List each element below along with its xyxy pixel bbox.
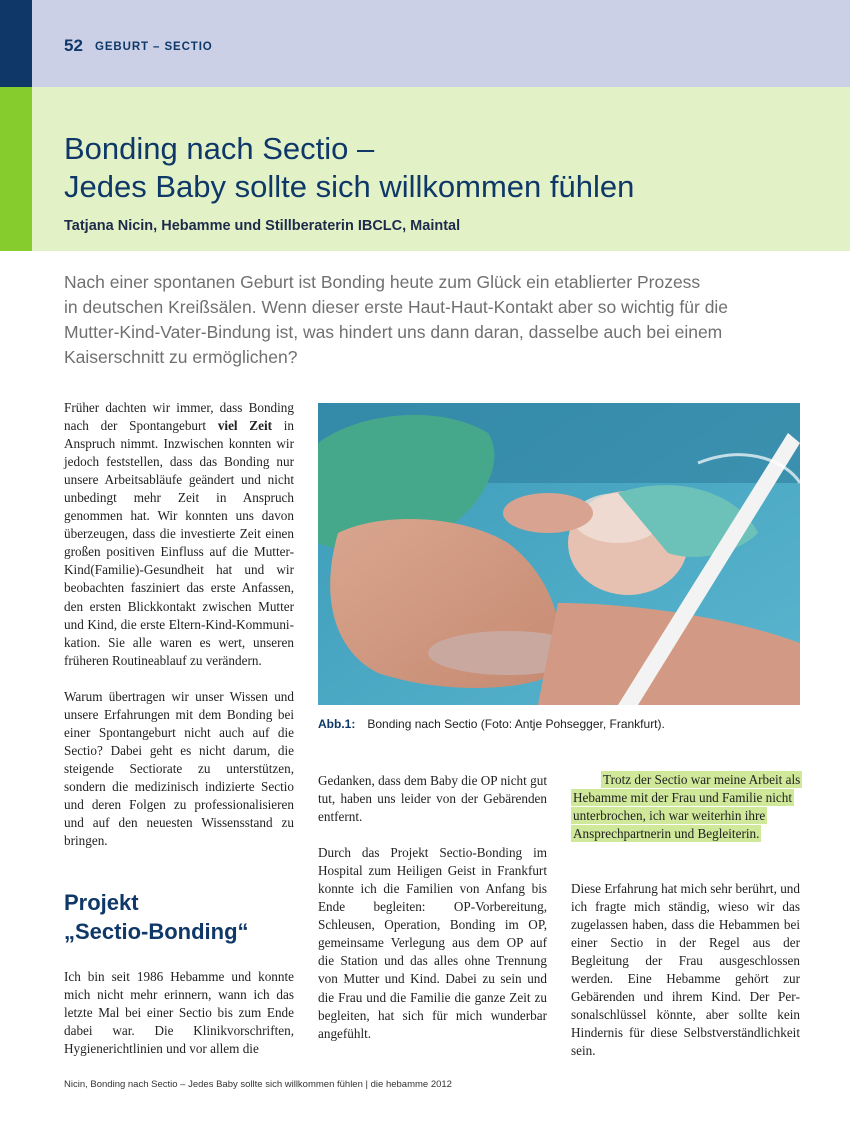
photo-mother-baby-illustration (318, 403, 800, 705)
body-column-1 (64, 399, 294, 850)
lead-line: in deutschen Kreißsälen. Wenn dieser erste Haut-Haut-Kontakt aber so wichtig für die (64, 297, 729, 317)
page-number: 52 (64, 36, 83, 55)
section-heading (64, 888, 249, 946)
lead-line: Nach einer spontanen Geburt ist Bonding heute zum Glück ein etablierter Prozess (64, 272, 701, 292)
body-column-2 (318, 772, 547, 1043)
title-line: Bonding nach Sectio – (64, 131, 375, 166)
lead-line: Kaiserschnitt zu ermöglichen? (64, 347, 298, 367)
figure-label: Abb.1: (318, 717, 356, 731)
lead-line: Mutter-Kind-Vater-Bindung ist, was hindert uns dann daran, dasselbe auch bei einem (64, 322, 723, 342)
header-accent-bar (0, 0, 32, 87)
article-author: Tatjana Nicin, Hebamme und Stillberaterin IBCLC, Maintal (64, 218, 461, 234)
body-paragraph: Gedanken, dass dem Baby die OP nicht gut tut, haben uns leider von der Gebärenden entfernt. (318, 773, 547, 825)
heading-line: Projekt (64, 890, 139, 915)
title-line: Jedes Baby sollte sich willkommen fühlen (64, 169, 635, 204)
figure-caption (318, 717, 665, 731)
figure-photo (318, 403, 800, 705)
caption-text: Bonding nach Sectio (Foto: Antje Pohsegger, Frankfurt). (367, 717, 665, 731)
body-column-1-continued (64, 968, 294, 1058)
heading-line: „Sectio-Bonding“ (64, 919, 249, 944)
body-paragraph: Diese Erfahrung hat mich sehr berührt, und ich fragte mich ständig, wieso wir das zugelassen haben, dass die Hebammen bei einer Sectio in der Regel aus der Begleitung der Frau ausgeschlossen werden. Eine Hebamme gehört zur Gebärenden und ihrem Kind. Der Personalschlüssel könnte, aber sollte kein Hindernis für diese Selbstverständlichkeit sein. (571, 881, 800, 1059)
lead-paragraph (64, 270, 804, 370)
section-label: GEBURT – SECTIO (95, 41, 213, 53)
pull-quote (571, 771, 803, 843)
body-text: in Anspruch nimmt. Inzwischen konnten wir jedoch feststellen, dass das Bonding nur unsere Arbeitsabläufe geändert und nicht unbedingt mehr Zeit in Anspruch genommen hat. Wir konnten uns davon überzeugen, dass die investierte Zeit einen großen positiven Einfluss auf die Mutter-Kind(Familie)-Gesundheit hat und wir beobachten fasziniert das erste Anfassen, den ersten Blickkontakt zwischen Mutter und Kind, die erste Eltern-Kind-Kommunikation. Sie alle waren es wert, unseren früheren Routineablauf zu verändern. (64, 418, 294, 668)
body-text: Früher dachten wir immer, dass Bonding nach der Spontangeburt (64, 400, 294, 434)
body-column-3 (571, 880, 800, 1060)
article-title (64, 130, 824, 206)
emphasis-text: viel Zeit (217, 418, 273, 434)
body-paragraph: Warum übertragen wir unser Wissen und unsere Erfahrungen mit dem Bonding bei einer Spontangeburt nicht auch auf die Sectio? Dabei geht es nicht darum, die steigende Sectiorate zu unterstützen, sondern die medizinisch indizierte Sectio und deren Folgen zu professionalisieren und auf den neuesten Wissensstand zu bringen. (64, 688, 294, 849)
title-accent-bar (0, 87, 32, 251)
body-paragraph: Ich bin seit 1986 Hebamme und konnte mich nicht mehr erinnern, wann ich das letzte Mal bei einer Sectio bis zum Ende dabei war. Die Klinikvorschriften, Hygienerichtlinien und vor allem die (64, 969, 294, 1057)
body-paragraph (64, 399, 294, 670)
body-paragraph: Durch das Projekt Sectio-Bonding im Hospital zum Heiligen Geist in Frankfurt konnte ich die Familien von Anfang bis Ende begleiten: OP-Vorbereitung, Schleusen, Operation, Bonding im OP, gemeinsame Verlegung aus dem OP auf die Station und das alles ohne Trennung von Mutter und Kind. Dabei zu sein und die Frau und die Familie die ganze Zeit zu begleiten, hat sich für mich wunderbar angefühlt. (318, 845, 547, 1041)
page-footer: Nicin, Bonding nach Sectio – Jedes Baby sollte sich willkommen fühlen | die hebamme 2012 (64, 1079, 452, 1090)
pull-quote-text: Trotz der Sectio war meine Arbeit als Hebamme mit der Frau und Familie nicht unterbrochen, ich war weiterhin ihre Ansprechpartnerin und Begleiterin. (573, 772, 801, 841)
